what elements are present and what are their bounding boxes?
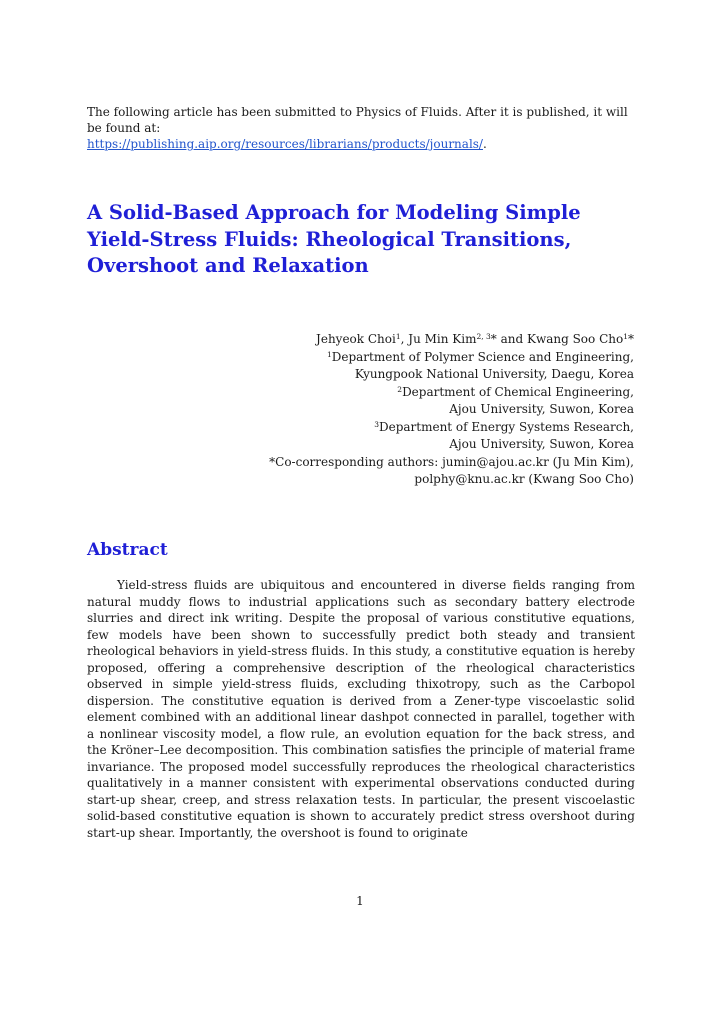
affiliation-3: $^3$Department of Energy Systems Research,	[374, 419, 634, 434]
page-number: 1	[356, 894, 364, 908]
affiliation-2-location: Ajou University, Suwon, Korea	[449, 402, 634, 416]
author-block	[114, 331, 634, 489]
affiliation-3-location: Ajou University, Suwon, Korea	[449, 437, 634, 451]
abstract-heading: Abstract	[87, 540, 168, 560]
affiliation-1-location: Kyungpook National University, Daegu, Korea	[354, 367, 634, 381]
journal-link[interactable]: https://publishing.aip.org/resources/librarians/products/journals/	[87, 137, 483, 151]
abstract-body: Yield-stress fluids are ubiquitous and encountered in diverse fields ranging from natural muddy flows to industrial applications such as secondary battery electrode slurries and direct ink writing. Despite the proposal of various constitutive equations, few models have been shown to successfully predict both steady and transient rheological behaviors in yield-stress fluids. In this study, a constitutive equation is hereby proposed, offering a comprehensive description of the rheological characteristics observed in simple yield-stress fluids, excluding thixotropy, such as the Carbopol dispersion. The constitutive equation is derived from a Zener-type viscoelastic solid element combined with an additional linear dashpot connected in parallel, together with a nonlinear viscosity model, a flow rule, an evolution equation for the back stress, and the Kröner–Lee decomposition. This combination satisfies the principle of material frame invariance. The proposed model successfully reproduces the rheological characteristics qualitatively in a manner consistent with experimental observations conducted during start-up shear, creep, and stress relaxation tests. In particular, the present viscoelastic solid-based constitutive equation is shown to accurately predict stress overshoot during start-up shear. Importantly, the overshoot is found to originate	[87, 578, 635, 840]
notice-text: The following article has been submitted to Physics of Fluids. After it is published, it will be found at:	[87, 105, 628, 135]
notice-trailing: .	[482, 137, 487, 151]
correspondence-line-2: polphy@knu.ac.kr (Kwang Soo Cho)	[414, 472, 634, 486]
affiliation-1: $^1$Department of Polymer Science and Engineering,	[326, 349, 634, 364]
author-line: Jehyeok Choi$^1$, Ju Min Kim$^{2, 3}$* and Kwang Soo Cho$^1$*	[316, 332, 634, 346]
correspondence-line-1: *Co-corresponding authors: jumin@ajou.ac.kr (Ju Min Kim),	[269, 454, 634, 469]
affiliation-2: $^2$Department of Chemical Engineering,	[397, 384, 634, 399]
submission-notice	[87, 104, 637, 152]
paper-title: A Solid-Based Approach for Modeling Simple Yield-Stress Fluids: Rheological Transitions, Overshoot and Relaxation	[87, 201, 581, 277]
